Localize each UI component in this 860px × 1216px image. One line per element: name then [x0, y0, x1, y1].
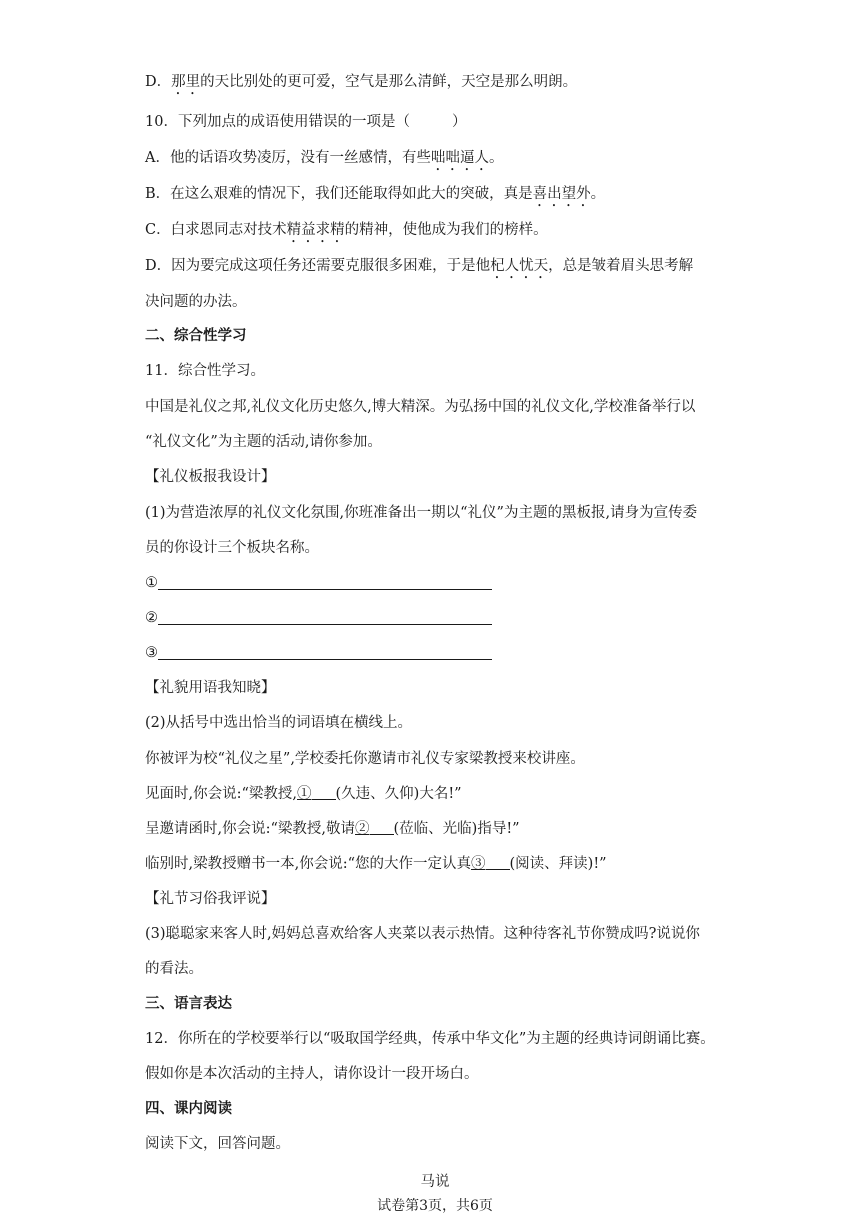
q11-sub2-context: 你被评为校“礼仪之星”,学校委托你邀请市礼仪专家梁教授来校讲座。	[145, 751, 585, 767]
q11-intro-2: “礼仪文化”为主题的活动,请你参加。	[145, 434, 382, 450]
q11-sub3-question-2: 的看法。	[145, 961, 203, 977]
q12-line-1: 12．你所在的学校要举行以“吸取国学经典，传承中华文化”为主题的经典诗词朗诵比赛。	[145, 1031, 715, 1047]
q11-title: 11．综合性学习。	[145, 363, 265, 379]
q9-option-d: D．那里的天比别处的更可爱，空气是那么清鲜，天空是那么明朗。	[145, 74, 578, 90]
q11-sub3-title: 【礼节习俗我评说】	[145, 891, 276, 907]
section-heading-3: 三、语言表达	[145, 996, 232, 1012]
q10-option-d: D．因为要完成这项任务还需要克服很多困难，于是他杞人忧天，总是皱着眉头思考解	[145, 258, 694, 274]
q11-sub3-question-1: (3)聪聪家来客人时,妈妈总喜欢给客人夹菜以表示热情。这种待客礼节你赞成吗?说说你	[145, 926, 700, 942]
fill-blank-1[interactable]	[312, 785, 336, 800]
section-heading-4: 四、课内阅读	[145, 1101, 232, 1117]
q10-option-d-cont: 决问题的办法。	[145, 294, 247, 310]
q11-intro-1: 中国是礼仪之邦,礼仪文化历史悠久,博大精深。为弘扬中国的礼仪文化,学校准备举行以	[145, 399, 696, 415]
fill-blank-3[interactable]	[486, 855, 510, 870]
fill-blank-2[interactable]	[370, 820, 394, 835]
fill-sentence-3: 临别时,梁教授赠书一本,你会说:“您的大作一定认真③ (阅读、拜读)!”	[145, 856, 607, 872]
answer-line-1[interactable]: ①	[145, 573, 492, 593]
reading-instruction: 阅读下文，回答问题。	[145, 1136, 290, 1152]
q11-sub2-title: 【礼貌用语我知晓】	[145, 680, 276, 696]
fill-sentence-1: 见面时,你会说:“梁教授,① (久违、久仰)大名!”	[145, 786, 462, 802]
q10-option-c: C．白求恩同志对技术精益求精的精神，使他成为我们的榜样。	[145, 222, 548, 238]
answer-line-3[interactable]: ③	[145, 643, 492, 663]
fill-sentence-2: 呈邀请函时,你会说:“梁教授,敬请② (莅临、光临)指导!”	[145, 821, 520, 837]
q11-sub2-question: (2)从括号中选出恰当的词语填在横线上。	[145, 715, 413, 731]
q11-sub1-question-1: (1)为营造浓厚的礼仪文化氛围,你班准备出一期以“礼仪”为主题的黑板报,请身为宣传委	[145, 505, 698, 521]
q10-stem: 10．下列加点的成语使用错误的一项是（ ）	[145, 114, 467, 130]
section-heading-2: 二、综合性学习	[145, 328, 247, 344]
page-footer: 试卷第3页，共6页	[377, 1198, 493, 1214]
passage-title: 马说	[420, 1174, 450, 1190]
q11-sub1-title: 【礼仪板报我设计】	[145, 469, 276, 485]
q11-sub1-question-2: 员的你设计三个板块名称。	[145, 540, 319, 556]
q10-option-a: A．他的话语攻势凌厉，没有一丝感情，有些咄咄逼人。	[145, 150, 504, 166]
q12-line-2: 假如你是本次活动的主持人，请你设计一段开场白。	[145, 1066, 479, 1082]
answer-line-2[interactable]: ②	[145, 608, 492, 628]
q10-option-b: B．在这么艰难的情况下，我们还能取得如此大的突破，真是喜出望外。	[145, 186, 606, 202]
